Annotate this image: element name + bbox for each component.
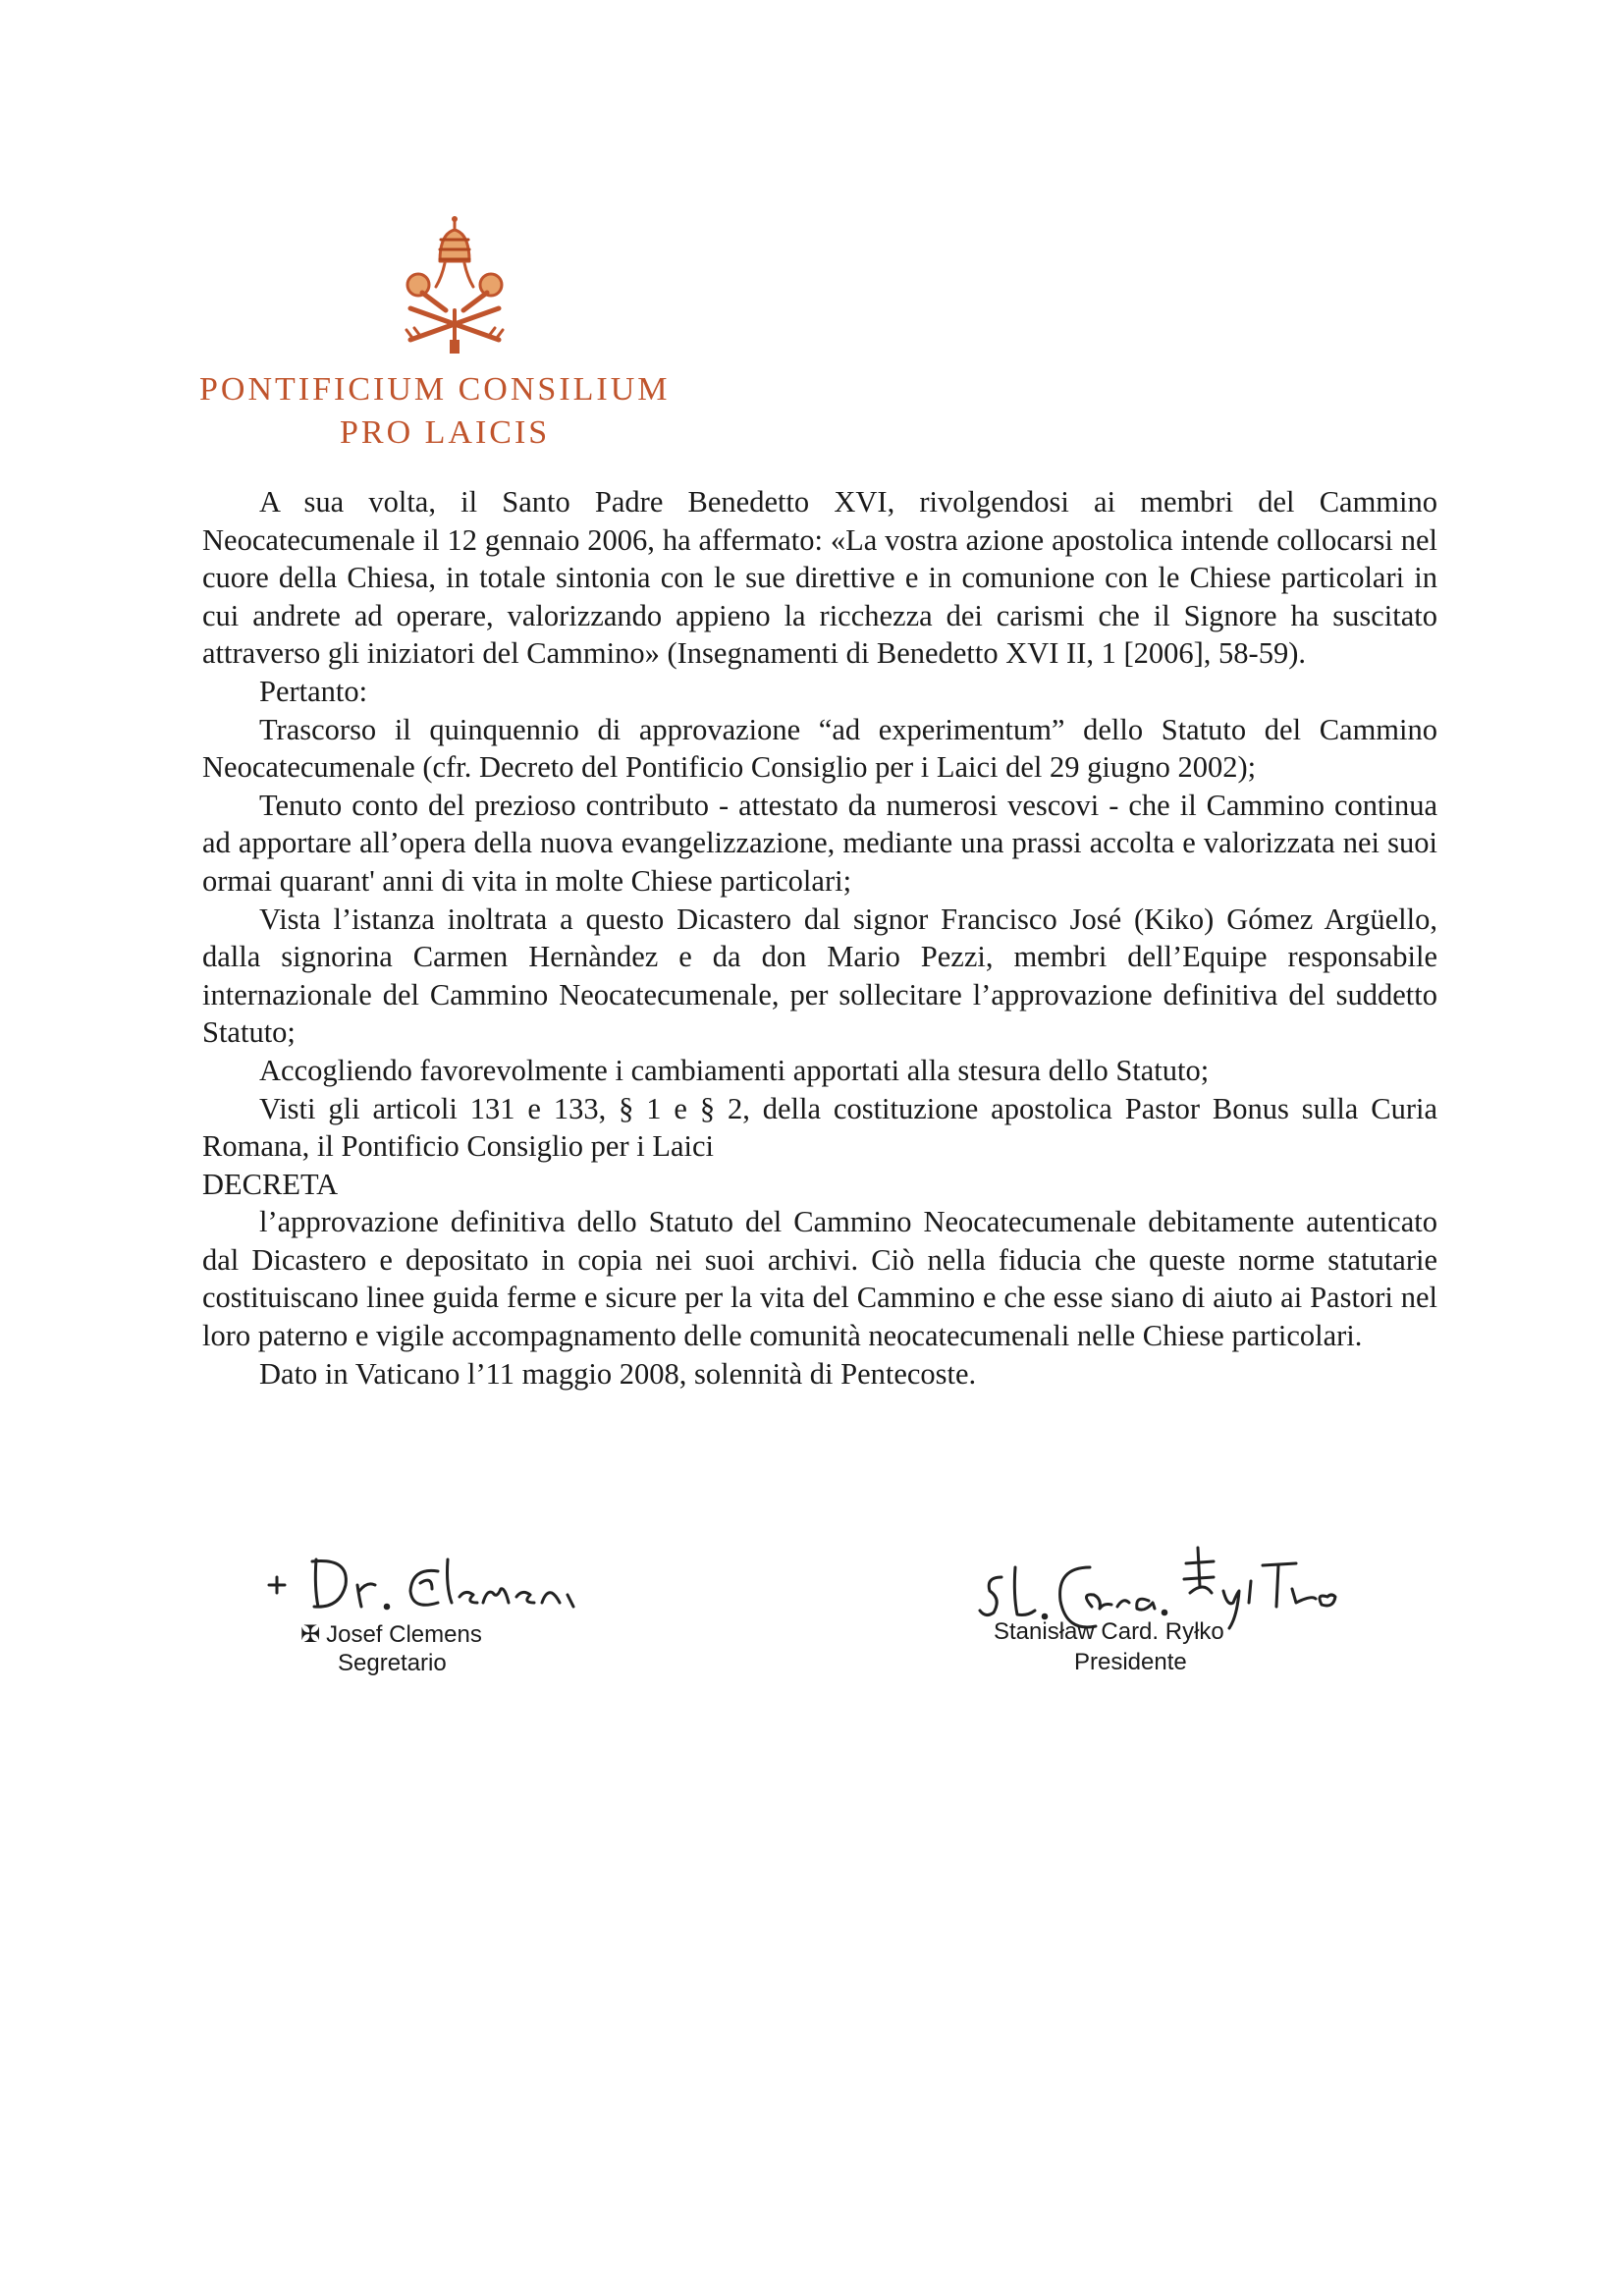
signatory-left-role: Segretario bbox=[338, 1650, 447, 1676]
signatory-left-name: ✠ Josef Clemens bbox=[300, 1620, 482, 1648]
letterhead-title: PONTIFICIUM CONSILIUM bbox=[199, 371, 671, 408]
decreta-heading: DECRETA bbox=[202, 1167, 339, 1201]
paragraph-approvazione: l’approvazione definitiva dello Statuto del Cammino Neocatecumenale debitamente autenticato dal Dicastero e depositato in copia nei suoi archivi. Ciò nella fiducia che queste norme statutarie costituiscano linee guida ferme e sicure per la vita del Cammino e che esse siano di aiuto ai Pastori nel loro paterno e vigile accompagnamento delle comunità neocatecumenali nelle Chiese particolari. bbox=[202, 1205, 1437, 1353]
clemens-signature-image bbox=[255, 1538, 579, 1626]
paragraph-visti-articoli: Visti gli articoli 131 e 133, § 1 e § 2, della costituzione apostolica Pastor Bonus sulla Curia Romana, il Pontificio Consiglio per i Laici bbox=[202, 1091, 1437, 1164]
paragraph-dato: Dato in Vaticano l’11 maggio 2008, solennità di Pentecoste. bbox=[259, 1356, 977, 1391]
paragraph-vista-istanza: Vista l’istanza inoltrata a questo Dicastero dal signor Francisco José (Kiko) Gómez Argüello, dalla signorina Carmen Hernàndez e da don Mario Pezzi, membri dell’Equipe responsabile internazionale del Cammino Neocatecumenale, per sollecitare l’approvazione definitiva del suddetto Statuto; bbox=[202, 902, 1437, 1050]
signatory-right-role: Presidente bbox=[1074, 1649, 1187, 1675]
decree-body bbox=[202, 483, 1437, 1393]
paragraph-pertanto: Pertanto: bbox=[259, 674, 368, 708]
paragraph-tenuto-conto: Tenuto conto del prezioso contributo - attestato da numerosi vescovi - che il Cammino continua ad apportare all’opera della nuova evangelizzazione, mediante una prassi accolta e valorizzata nei suoi ormai quarant' anni di vita in molte Chiese particolari; bbox=[202, 788, 1437, 898]
paragraph-trascorso: Trascorso il quinquennio di approvazione “ad experimentum” dello Statuto del Cammino Neocatecumenale (cfr. Decreto del Pontificio Consiglio per i Laici del 29 giugno 2002); bbox=[202, 712, 1437, 785]
papal-keys-tiara-emblem-icon bbox=[401, 214, 509, 357]
paragraph-accogliendo: Accogliendo favorevolmente i cambiamenti apportati alla stesura dello Statuto; bbox=[259, 1053, 1210, 1087]
signatory-right-name: Stanisław Card. Ryłko bbox=[994, 1618, 1224, 1645]
episcopal-cross-icon: ✠ bbox=[300, 1620, 321, 1648]
paragraph-quote: A sua volta, il Santo Padre Benedetto XVI, rivolgendosi ai membri del Cammino Neocatecumenale il 12 gennaio 2006, ha affermato: «La vostra azione apostolica intende collocarsi nel cuore della Chiesa, in totale sintonia con le sue direttive e in comunione con le Chiese particolari in cui andrete ad operare, valorizzando appieno la ricchezza dei carismi che il Signore ha suscitato attraverso gli iniziatori del Cammino» (Insegnamenti di Benedetto XVI II, 1 [2006], 58-59). bbox=[202, 485, 1437, 671]
letterhead-subtitle: PRO LAICIS bbox=[340, 414, 551, 451]
